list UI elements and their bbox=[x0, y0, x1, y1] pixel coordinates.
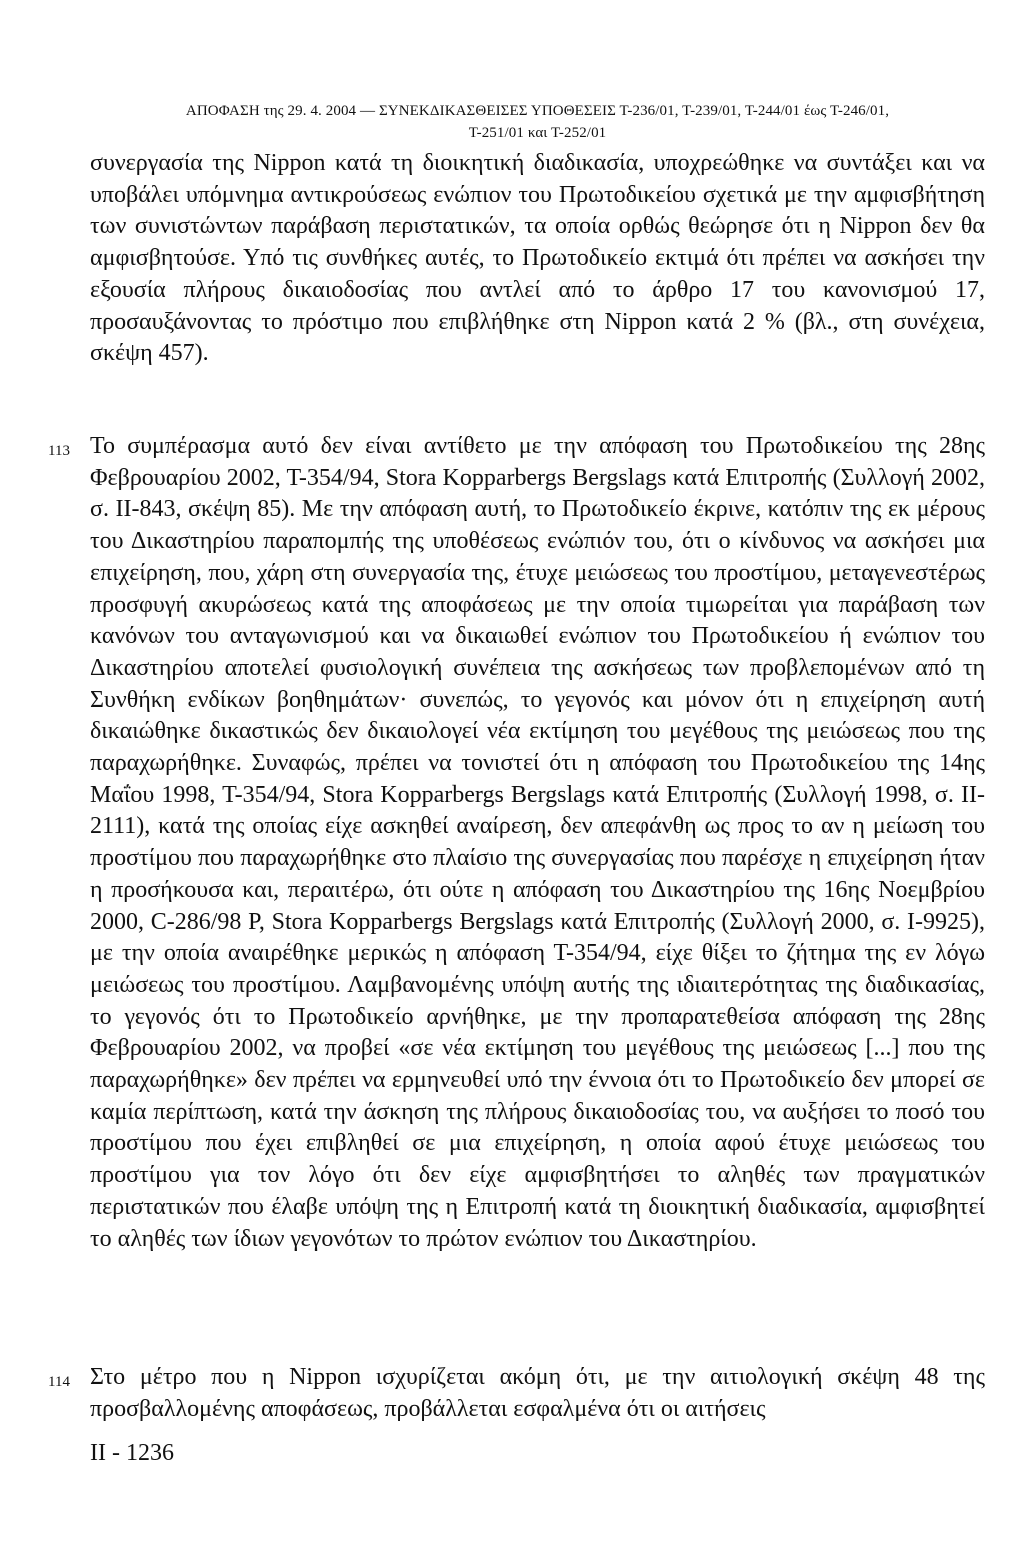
paragraph-number-113: 113 bbox=[48, 443, 70, 459]
paragraph-number-114: 114 bbox=[48, 1374, 70, 1390]
header-line-1: ΑΠΟΦΑΣΗ της 29. 4. 2004 — ΣΥΝΕΚΔΙΚΑΣΘΕΙΣΕΣ ΥΠΟΘΕΣΕΙΣ Τ-236/01, Τ-239/01, Τ-244/01 έως Τ-246/01, bbox=[185, 103, 890, 119]
paragraph-114-text: Στο μέτρο που η Nippon ισχυρίζεται ακόμη ότι, με την αιτιολογική σκέψη 48 της προσβαλλομένης αποφάσεως, προβάλλεται εσφαλμένα ότι οι αιτήσεις bbox=[90, 1364, 985, 1422]
page-number: II - 1236 bbox=[90, 1440, 174, 1466]
page-header bbox=[90, 100, 985, 144]
paragraph-113-text: Το συμπέρασμα αυτό δεν είναι αντίθετο με την απόφαση του Πρωτοδικείου της 28ης Φεβρουαρίου 2002, Τ-354/94, Stora Kopparbergs Bergslags κατά Επιτροπής (Συλλογή 2002, σ. II-843, σκέψη 85). Με την απόφαση αυτή, το Πρωτοδικείο έκρινε, κατόπιν της εκ μέρους του Δικαστηρίου παραπομπής της υποθέσεως ενώπιόν του, ότι ο κίνδυνος να ασκήσει μια επιχείρηση, που, χάρη στη συνεργασία της, έτυχε μειώσεως του προστίμου, μεταγενεστέρως προσφυγή ακυρώσεως κατά της αποφάσεως με την οποία τιμωρείται για παράβαση των κανόνων του ανταγωνισμού και να δικαιωθεί ενώπιον του Πρωτοδικείου ή ενώπιον του Δικαστηρίου αποτελεί φυσιολογική συνέπεια της ασκήσεως των προβλεπομένων από τη Συνθήκη ενδίκων βοηθημάτων· συνεπώς, το γεγονός και μόνον ότι η επιχείρηση αυτή δικαιώθηκε δικαστικώς δεν δικαιολογεί νέα εκτίμηση του μεγέθους της μειώσεως που της παραχωρήθηκε. Συναφώς, πρέπει να τονιστεί ότι η απόφαση του Πρωτοδικείου της 14ης Μαΐου 1998, Τ-354/94, Stora Kopparbergs Bergslags κατά Επιτροπής (Συλλογή 1998, σ. II-2111), κατά της οποίας είχε ασκηθεί αναίρεση, δεν απεφάνθη ως προς το αν η μείωση του προστίμου που παραχωρήθηκε στο πλαίσιο της συνεργασίας που παρέσχε η επιχείρηση ήταν η προσήκουσα και, περαιτέρω, ότι ούτε η απόφαση του Δικαστηρίου της 16ης Νοεμβρίου 2000, C-286/98 P, Stora Kopparbergs Bergslags κατά Επιτροπής (Συλλογή 2000, σ. I-9925), με την οποία αναιρέθηκε μερικώς η απόφαση Τ-354/94, είχε θίξει το ζήτημα της εν λόγω μειώσεως του προστίμου. Λαμβανομένης υπόψη αυτής της ιδιαιτερότητας της διαδικασίας, το γεγονός ότι το Πρωτοδικείο αρνήθηκε, με την προπαρατεθείσα απόφαση της 28ης Φεβρουαρίου 2002, να προβεί «σε νέα εκτίμηση του μεγέθους της μειώσεως [...] που της παραχωρήθηκε» δεν πρέπει να ερμηνευθεί υπό την έννοια ότι το Πρωτοδικείο δεν μπορεί σε καμία περίπτωση, κατά την άσκηση της πλήρους δικαιοδοσίας του, να αυξήσει το ποσό του προστίμου που έχει επιβληθεί σε μια επιχείρηση, η οποία αφού έτυχε μειώσεως του προστίμου για τον λόγο ότι δεν είχε αμφισβητήσει το αληθές των πραγματικών περιστατικών που έλαβε υπόψη της η Επιτροπή κατά τη διοικητική διαδικασία, αμφισβητεί το αληθές των ίδιων γεγονότων το πρώτον ενώπιον του Δικαστηρίου. bbox=[90, 433, 985, 1252]
continuation-paragraph: συνεργασία της Nippon κατά τη διοικητική διαδικασία, υποχρεώθηκε να συντάξει και να υποβάλει υπόμνημα αντικρούσεως ενώπιον του Πρωτοδικείου σχετικά με την αμφισβήτηση των συνιστώντων παράβαση περιστατικών, τα οποία ορθώς θεώρησε ότι η Nippon δεν θα αμφισβητούσε. Υπό τις συνθήκες αυτές, το Πρωτοδικείο εκτιμά ότι πρέπει να ασκήσει την εξουσία πλήρους δικαιοδοσίας που αντλεί από το άρθρο 17 του κανονισμού 17, προσαυξάνοντας το πρόστιμο που επιβλήθηκε στη Nippon κατά 2 % (βλ., στη συνέχεια, σκέψη 457). bbox=[90, 150, 985, 367]
header-line-2: Τ-251/01 και Τ-252/01 bbox=[468, 125, 607, 141]
